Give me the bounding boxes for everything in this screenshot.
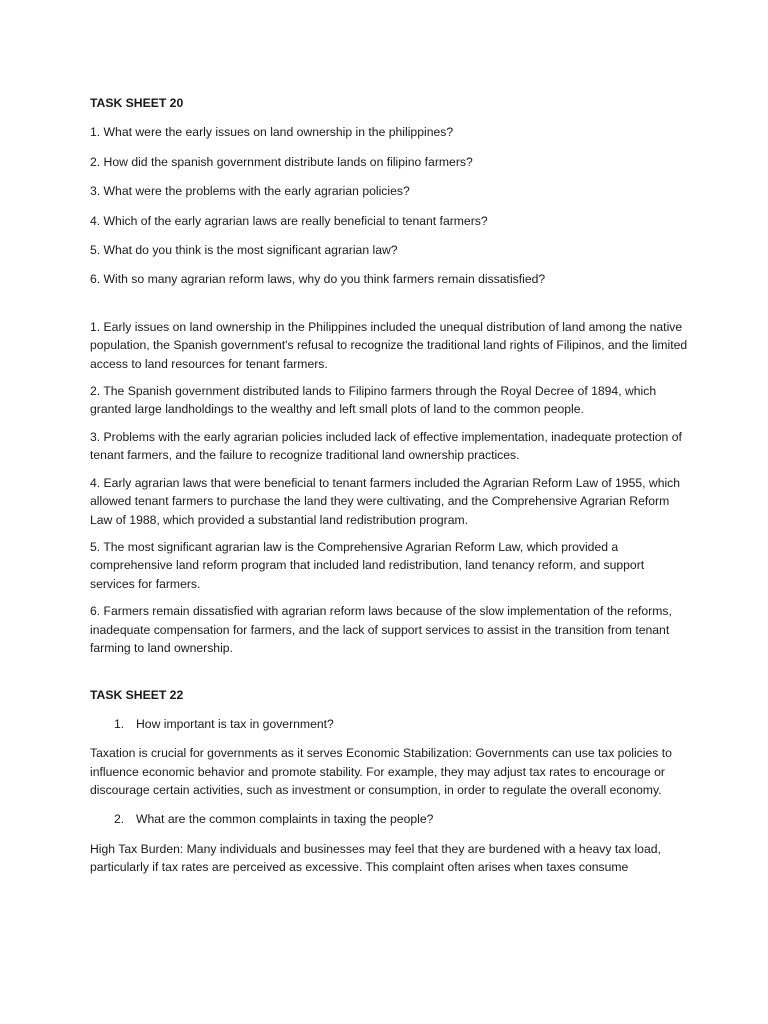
task22-question-2 bbox=[114, 810, 688, 828]
question-text: What are the common complaints in taxing the people? bbox=[136, 812, 434, 827]
answer-4: 4. Early agrarian laws that were beneficial to tenant farmers included the Agrarian Reform Law of 1955, which allowed tenant farmers to purchase the land they were cultivating, and the Comprehensive Agrarian Reform Law of 1988, which provided a substantial land redistribution program. bbox=[90, 475, 681, 527]
question-2: 2. How did the spanish government distribute lands on filipino farmers? bbox=[90, 154, 473, 169]
question-3: 3. What were the problems with the early agrarian policies? bbox=[90, 184, 410, 199]
task22-answer-2: High Tax Burden: Many individuals and businesses may feel that they are burdened with a heavy tax load, particularly if tax rates are perceived as excessive. This complaint often arises when taxes consume bbox=[90, 841, 661, 875]
list-number: 1. bbox=[114, 716, 125, 731]
answer-1: 1. Early issues on land ownership in the Philippines included the unequal distribution of land among the native population, the Spanish government's refusal to recognize the traditional land rights of Filipinos, and the limited access to land resources for tenant farmers. bbox=[90, 319, 688, 371]
list-number: 2. bbox=[114, 812, 125, 827]
task22-question-1 bbox=[114, 715, 688, 733]
question-6: 6. With so many agrarian reform laws, why do you think farmers remain dissatisfied? bbox=[90, 272, 546, 287]
task-sheet-22-title: TASK SHEET 22 bbox=[90, 688, 184, 703]
answer-3: 3. Problems with the early agrarian policies included lack of effective implementation, inadequate protection of tenant farmers, and the failure to recognize traditional land ownership practices. bbox=[90, 429, 682, 463]
question-4: 4. Which of the early agrarian laws are really beneficial to tenant farmers? bbox=[90, 213, 488, 228]
answer-6: 6. Farmers remain dissatisfied with agrarian reform laws because of the slow implementation of the reforms, inadequate compensation for farmers, and the lack of support services to assist in the transition from tenant farming to land ownership. bbox=[90, 604, 672, 655]
answer-2: 2. The Spanish government distributed lands to Filipino farmers through the Royal Decree of 1894, which granted large landholdings to the wealthy and left small plots of land to the common people. bbox=[90, 384, 657, 417]
task22-answer-1: Taxation is crucial for governments as it serves Economic Stabilization: Governments can use tax policies to influence economic behavior and promote stability. For example, they may adjust tax rates to encourage or discourage certain activities, such as investment or consumption, in order to regulate the overall economy. bbox=[90, 746, 672, 797]
question-5: 5. What do you think is the most significant agrarian law? bbox=[90, 243, 398, 258]
question-1: 1. What were the early issues on land ownership in the philippines? bbox=[90, 125, 454, 140]
answer-5: 5. The most significant agrarian law is the Comprehensive Agrarian Reform Law, which provided a comprehensive land reform program that included land redistribution, land tenancy reform, and support services for farmers. bbox=[90, 539, 645, 591]
task-sheet-20-title: TASK SHEET 20 bbox=[90, 96, 184, 110]
question-text: How important is tax in government? bbox=[136, 716, 334, 731]
